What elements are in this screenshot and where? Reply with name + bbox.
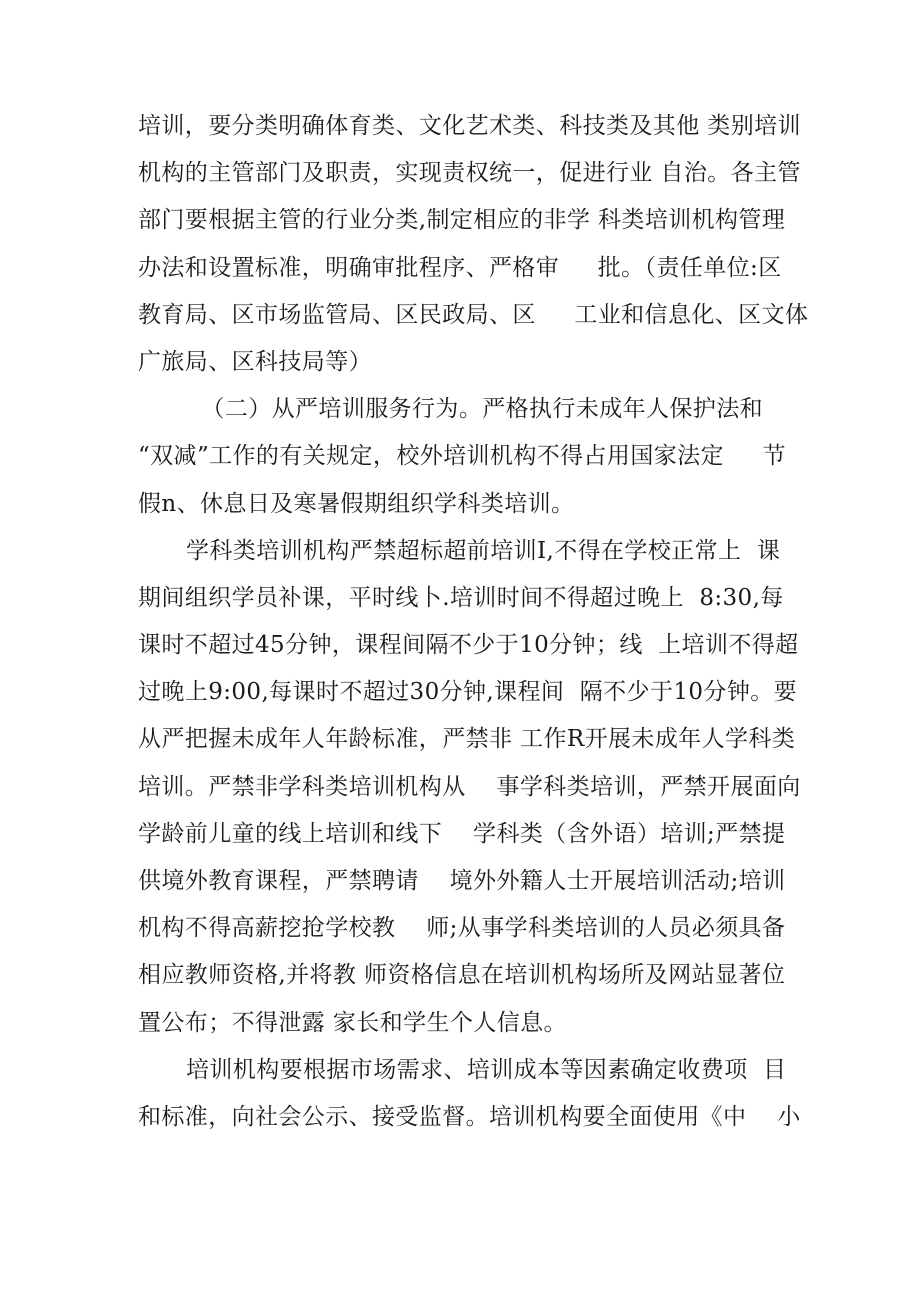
- text-line: 课时不超过45分钟，课程间隔不少于10分钟；线 上培训不得超: [138, 632, 799, 659]
- text-line: 教育局、区市场监管局、区民政局、区 工业和信息化、区文体: [138, 301, 809, 328]
- text-line: 广旅局、区科技局等）: [138, 348, 372, 375]
- text-line: 学科类培训机构严禁超标超前培训I,不得在学校正常上 课: [186, 537, 781, 564]
- paragraph-training-rules: [138, 528, 801, 1047]
- text-line: 从严把握未成年人年龄标准，严禁非 工作R开展未成年人学科类: [138, 726, 796, 753]
- text-line: 置公布；不得泄露 家长和学生个人信息。: [138, 1009, 567, 1036]
- text-line: 供境外教育课程，严禁聘请 境外外籍人士开展培训活动;培训: [138, 868, 786, 894]
- section-heading-line: （二）从严培训服务行为。严格执行未成年人保护法和: [186, 396, 764, 423]
- text-line: 期间组织学员补课，平时线卜.培训时间不得超过晚上 8:30,每: [138, 584, 784, 611]
- paragraph-fees: [138, 1047, 801, 1141]
- text-line: 学龄前儿童的线上培训和线下 学科类（含外语）培训;严禁提: [138, 820, 786, 847]
- text-line: 培训。严禁非学科类培训机构从 事学科类培训，严禁开展面向: [138, 773, 801, 800]
- text-line: 假n、休息日及寒暑假期组织学科类培训。: [138, 490, 575, 517]
- text-line: 相应教师资格,并将教 师资格信息在培训机构场所及网站显著位: [138, 962, 786, 989]
- text-line: 部门要根据主管的行业分类,制定相应的非学 科类培训机构管理: [138, 207, 786, 234]
- document-body: [138, 103, 809, 1141]
- text-line: 机构的主管部门及职责，实现责权统一，促进行业 自治。各主管: [138, 160, 801, 187]
- paragraph-responsibility: [138, 103, 809, 386]
- text-line: 办法和设置标准，明确审批程序、严格审 批。（责任单位:区: [138, 254, 782, 281]
- paragraph-section-heading: [138, 386, 798, 528]
- text-line: 和标准，向社会公示、接受监督。培训机构要全面使用《中 小: [138, 1103, 801, 1130]
- text-line: 机构不得高薪挖抢学校教 师;从事学科类培训的人员必须具备: [138, 915, 786, 942]
- text-line: 培训机构要根据市场需求、培训成本等因素确定收费项 目: [186, 1056, 787, 1083]
- text-line: 培训，要分类明确体育类、文化艺术类、科技类及其他 类别培训: [138, 113, 801, 139]
- text-line: 过晚上9:00,每课时不超过30分钟,课程间 隔不少于10分钟。要: [138, 679, 798, 706]
- text-line: “双减”工作的有关规定，校外培训机构不得占用国家法定 节: [138, 443, 786, 470]
